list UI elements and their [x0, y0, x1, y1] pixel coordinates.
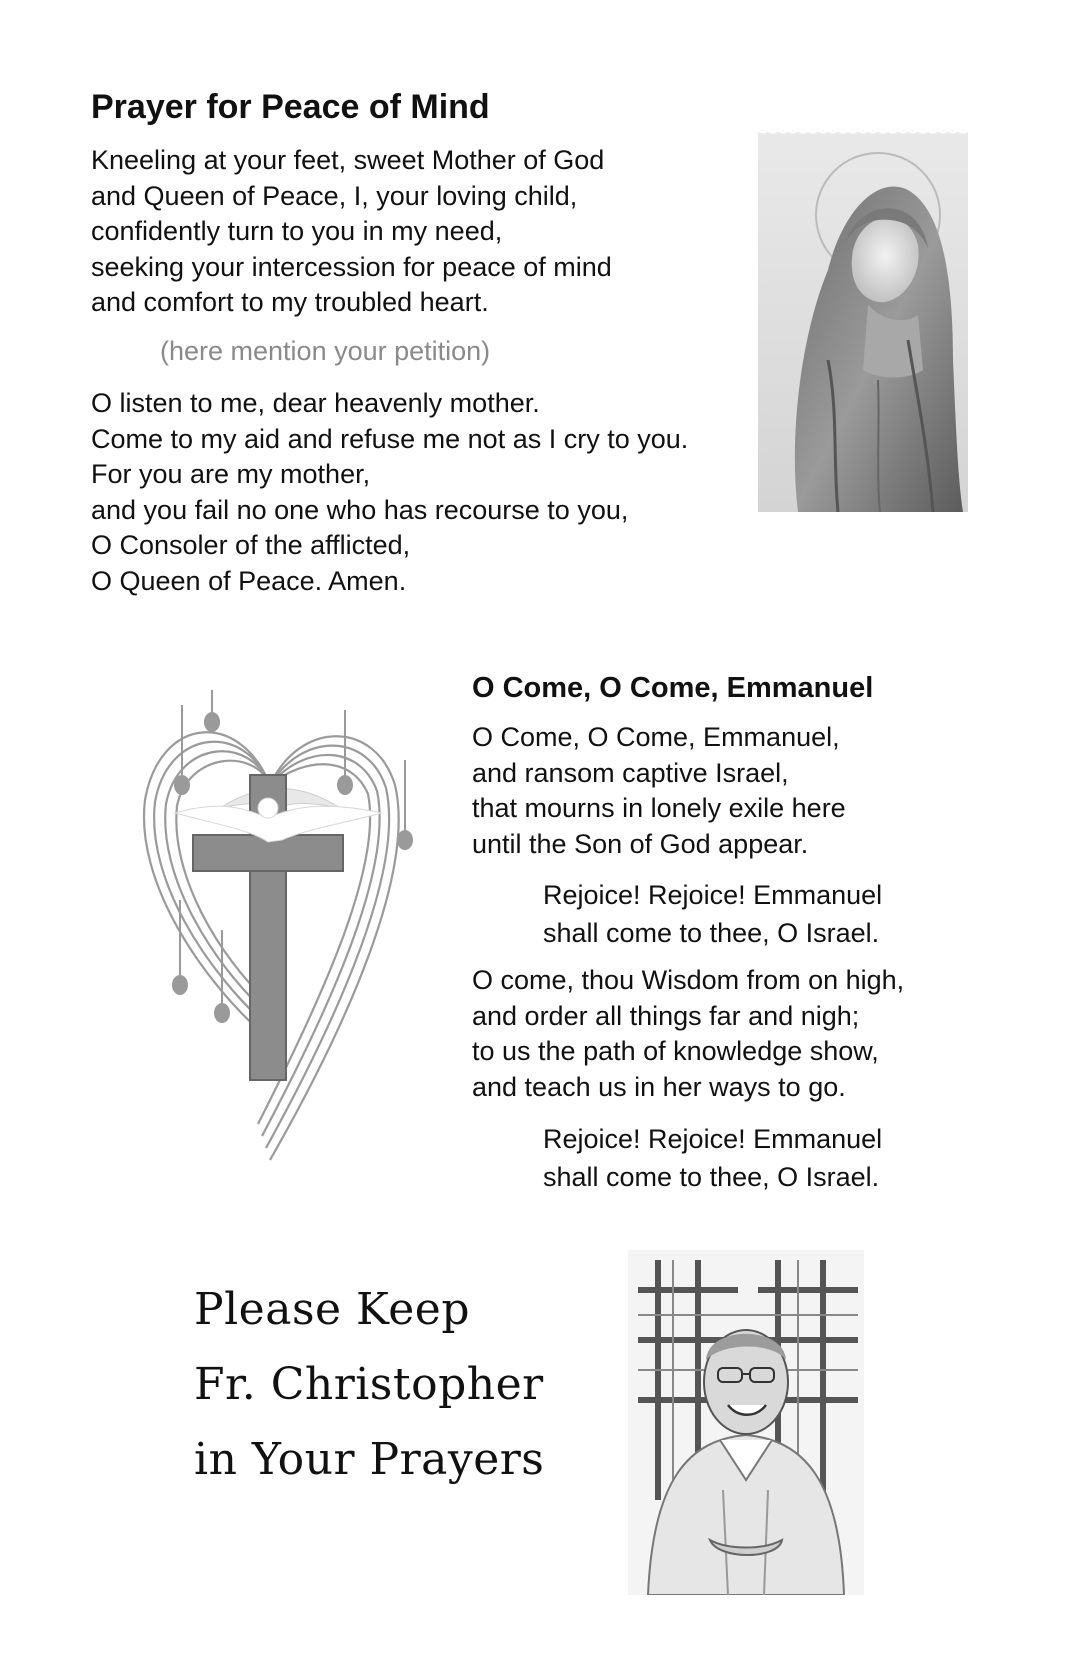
prayer-line: For you are my mother, — [91, 459, 371, 490]
refrain-line: Rejoice! Rejoice! Emmanuel — [543, 1124, 883, 1154]
hymn-verse-2 — [472, 963, 904, 1105]
prayer-line: O Consoler of the afflicted, — [91, 530, 411, 561]
hymn-line: to us the path of knowledge show, — [472, 1036, 879, 1067]
cross-heart-image — [120, 690, 440, 1170]
mary-image — [758, 130, 968, 512]
hymn-refrain-2 — [543, 1120, 882, 1196]
prayer-title: Prayer for Peace of Mind — [91, 88, 490, 126]
hymn-line: until the Son of God appear. — [472, 828, 809, 859]
prayer-line: confidently turn to you in my need, — [91, 216, 503, 247]
prayer-line: Come to my aid and refuse me not as I cry to you. — [91, 423, 689, 454]
hymn-line: O Come, O Come, Emmanuel, — [472, 722, 840, 752]
hymn-line: that mourns in lonely exile here — [472, 793, 846, 824]
priest-portrait-icon — [628, 1250, 864, 1595]
prayer-line: and Queen of Peace, I, your loving child, — [91, 180, 578, 211]
refrain-line: Rejoice! Rejoice! Emmanuel — [543, 880, 883, 910]
closing-message — [194, 1272, 544, 1497]
prayer-line: and comfort to my troubled heart. — [91, 287, 489, 318]
hymn-line: and order all things far and nigh; — [472, 1000, 860, 1031]
prayer-stanza-2 — [91, 386, 688, 600]
refrain-line: shall come to thee, O Israel. — [543, 1162, 880, 1192]
hymn-line: and teach us in her ways to go. — [472, 1071, 846, 1102]
petition-note: (here mention your petition) — [160, 336, 491, 366]
prayer-line: and you fail no one who has recourse to you, — [91, 494, 629, 525]
prayer-stanza-1 — [91, 143, 612, 321]
hymn-line: and ransom captive Israel, — [472, 757, 789, 788]
hymn-line: O come, thou Wisdom from on high, — [472, 965, 905, 995]
hymn-refrain-1 — [543, 876, 882, 952]
prayer-line: seeking your intercession for peace of mind — [91, 251, 612, 282]
hymn-verse-1 — [472, 720, 846, 862]
hymn-title: O Come, O Come, Emmanuel — [472, 672, 874, 704]
refrain-line: shall come to thee, O Israel. — [543, 918, 880, 948]
prayer-line: O Queen of Peace. Amen. — [91, 565, 407, 596]
closing-line: Fr. Christopher — [194, 1359, 544, 1410]
priest-photo — [628, 1250, 864, 1595]
closing-line: in Your Prayers — [194, 1434, 545, 1485]
virgin-mary-icon — [758, 130, 968, 512]
cross-icon — [120, 690, 440, 1170]
prayer-line: Kneeling at your feet, sweet Mother of God — [91, 145, 605, 175]
prayer-line: O listen to me, dear heavenly mother. — [91, 388, 540, 418]
closing-line: Please Keep — [194, 1284, 470, 1335]
